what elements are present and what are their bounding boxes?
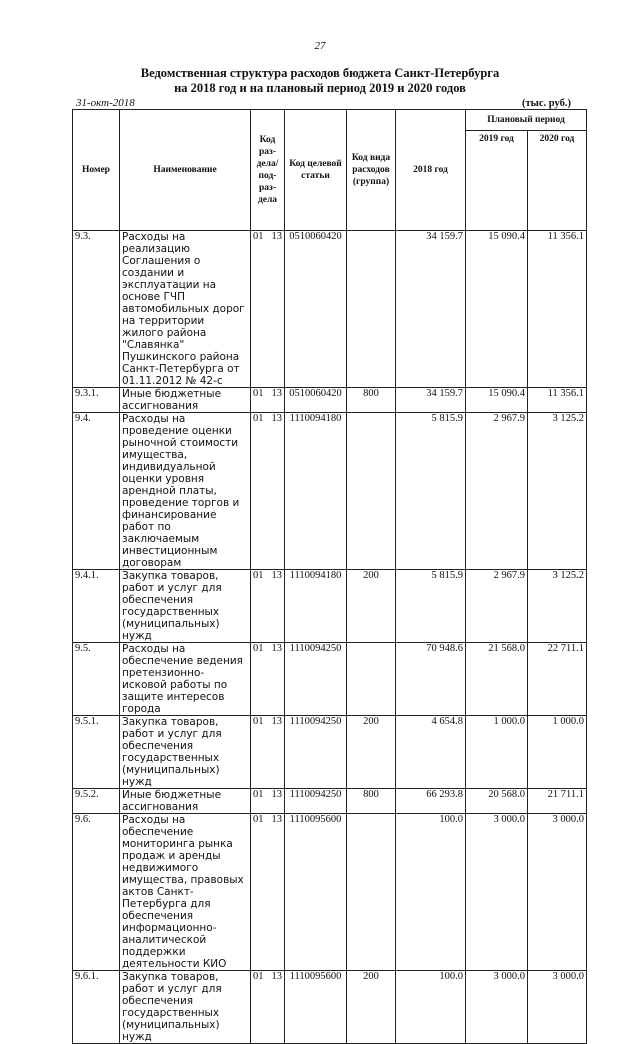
row-section: 01 <box>253 413 264 424</box>
row-expense-type: 200 <box>347 971 396 1044</box>
row-value-2019: 2 967.9 <box>466 570 528 643</box>
row-expense-type <box>347 814 396 971</box>
row-section-code <box>251 388 285 413</box>
row-subsection: 13 <box>271 231 282 242</box>
row-target-code: 1110095600 <box>285 971 347 1044</box>
row-subsection: 13 <box>271 413 282 424</box>
row-name: Закупка товаров, работ и услуг для обеспечения государственных (муниципальных) нужд <box>120 570 251 643</box>
row-subsection: 13 <box>271 570 282 581</box>
row-value-2019: 15 090.4 <box>466 231 528 388</box>
row-name: Расходы на обеспечение ведения претензионно-исковой работы по защите интересов города <box>120 643 251 716</box>
row-value-2020: 3 125.2 <box>528 570 587 643</box>
header-expense-type: Код вида расходов (группа) <box>347 110 396 231</box>
table-row <box>73 716 587 789</box>
table-row <box>73 971 587 1044</box>
row-section-code <box>251 716 285 789</box>
row-section-code <box>251 814 285 971</box>
row-section: 01 <box>253 570 264 581</box>
header-2019: 2019 год <box>466 131 528 231</box>
row-target-code: 0510060420 <box>285 388 347 413</box>
budget-table <box>72 109 587 1044</box>
row-subsection: 13 <box>271 814 282 825</box>
row-number: 9.4.1. <box>73 570 120 643</box>
row-value-2020: 3 000.0 <box>528 814 587 971</box>
row-expense-type: 800 <box>347 388 396 413</box>
row-section: 01 <box>253 388 264 399</box>
row-expense-type: 800 <box>347 789 396 814</box>
row-subsection: 13 <box>271 388 282 399</box>
document-date: 31-окт-2018 <box>76 97 135 109</box>
units-label: (тыс. руб.) <box>522 98 571 109</box>
row-value-2018: 66 293.8 <box>396 789 466 814</box>
row-value-2020: 22 711.1 <box>528 643 587 716</box>
row-target-code: 0510060420 <box>285 231 347 388</box>
row-expense-type <box>347 643 396 716</box>
row-number: 9.4. <box>73 413 120 570</box>
document-title <box>0 66 640 96</box>
header-name: Наименование <box>120 110 251 231</box>
header-number: Номер <box>73 110 120 231</box>
row-section-code <box>251 570 285 643</box>
row-subsection: 13 <box>271 971 282 982</box>
table-row <box>73 388 587 413</box>
row-section: 01 <box>253 643 264 654</box>
row-value-2019: 3 000.0 <box>466 814 528 971</box>
row-value-2019: 3 000.0 <box>466 971 528 1044</box>
row-value-2019: 15 090.4 <box>466 388 528 413</box>
table-row <box>73 643 587 716</box>
row-value-2019: 20 568.0 <box>466 789 528 814</box>
table-row <box>73 231 587 388</box>
row-target-code: 1110094250 <box>285 789 347 814</box>
row-value-2018: 5 815.9 <box>396 570 466 643</box>
row-value-2020: 21 711.1 <box>528 789 587 814</box>
row-value-2020: 3 000.0 <box>528 971 587 1044</box>
row-number: 9.3. <box>73 231 120 388</box>
row-section-code <box>251 971 285 1044</box>
title-line-1: Ведомственная структура расходов бюджета Санкт-Петербурга <box>140 66 500 80</box>
row-number: 9.5. <box>73 643 120 716</box>
title-line-2: на 2018 год и на плановый период 2019 и 2020 годов <box>174 81 466 95</box>
row-value-2018: 34 159.7 <box>396 231 466 388</box>
row-number: 9.5.1. <box>73 716 120 789</box>
row-section-code <box>251 413 285 570</box>
row-value-2019: 2 967.9 <box>466 413 528 570</box>
row-expense-type: 200 <box>347 570 396 643</box>
row-value-2020: 3 125.2 <box>528 413 587 570</box>
row-target-code: 1110094250 <box>285 716 347 789</box>
row-value-2018: 34 159.7 <box>396 388 466 413</box>
header-2020: 2020 год <box>528 131 587 231</box>
table-body <box>73 231 587 1044</box>
row-number: 9.5.2. <box>73 789 120 814</box>
row-value-2020: 1 000.0 <box>528 716 587 789</box>
header-section-code: Код раз-дела/ под-раз-дела <box>251 110 285 231</box>
row-section: 01 <box>253 789 264 800</box>
row-subsection: 13 <box>271 789 282 800</box>
table-row <box>73 570 587 643</box>
page-number: 27 <box>314 40 326 52</box>
row-target-code: 1110095600 <box>285 814 347 971</box>
row-name: Расходы на обеспечение мониторинга рынка продаж и аренды недвижимого имущества, правовых актов Санкт-Петербурга для обеспечения информационно-аналитической поддержки деятельности КИО <box>120 814 251 971</box>
header-2018: 2018 год <box>396 110 466 231</box>
row-value-2018: 70 948.6 <box>396 643 466 716</box>
row-name: Закупка товаров, работ и услуг для обеспечения государственных (муниципальных) нужд <box>120 971 251 1044</box>
table-row <box>73 789 587 814</box>
row-subsection: 13 <box>271 716 282 727</box>
row-name: Расходы на реализацию Соглашения о создании и эксплуатации на основе ГЧП автомобильных дорог на территории жилого района "Славянка" Пушкинского района Санкт-Петербурга от 01.11.2012 № 42-с <box>120 231 251 388</box>
table-row <box>73 814 587 971</box>
row-section-code <box>251 231 285 388</box>
row-number: 9.6.1. <box>73 971 120 1044</box>
row-section: 01 <box>253 971 264 982</box>
row-value-2020: 11 356.1 <box>528 388 587 413</box>
row-value-2018: 4 654.8 <box>396 716 466 789</box>
row-section: 01 <box>253 716 264 727</box>
row-number: 9.3.1. <box>73 388 120 413</box>
row-name: Иные бюджетные ассигнования <box>120 388 251 413</box>
row-value-2019: 1 000.0 <box>466 716 528 789</box>
header-target-code: Код целевой статьи <box>285 110 347 231</box>
row-subsection: 13 <box>271 643 282 654</box>
row-section: 01 <box>253 231 264 242</box>
row-target-code: 1110094250 <box>285 643 347 716</box>
row-value-2020: 11 356.1 <box>528 231 587 388</box>
header-planned-period: Плановый период <box>466 110 587 131</box>
row-target-code: 1110094180 <box>285 413 347 570</box>
row-value-2018: 100.0 <box>396 814 466 971</box>
row-target-code: 1110094180 <box>285 570 347 643</box>
row-value-2018: 5 815.9 <box>396 413 466 570</box>
row-name: Закупка товаров, работ и услуг для обеспечения государственных (муниципальных) нужд <box>120 716 251 789</box>
table-row <box>73 413 587 570</box>
row-expense-type: 200 <box>347 716 396 789</box>
row-expense-type <box>347 413 396 570</box>
row-value-2018: 100.0 <box>396 971 466 1044</box>
row-expense-type <box>347 231 396 388</box>
header-row <box>73 110 587 131</box>
row-name: Иные бюджетные ассигнования <box>120 789 251 814</box>
row-value-2019: 21 568.0 <box>466 643 528 716</box>
row-section-code <box>251 643 285 716</box>
row-name: Расходы на проведение оценки рыночной стоимости имущества, индивидуальной оценки уровня арендной платы, проведение торгов и финансирование работ по заключаемым инвестиционным договорам <box>120 413 251 570</box>
row-number: 9.6. <box>73 814 120 971</box>
row-section-code <box>251 789 285 814</box>
row-section: 01 <box>253 814 264 825</box>
